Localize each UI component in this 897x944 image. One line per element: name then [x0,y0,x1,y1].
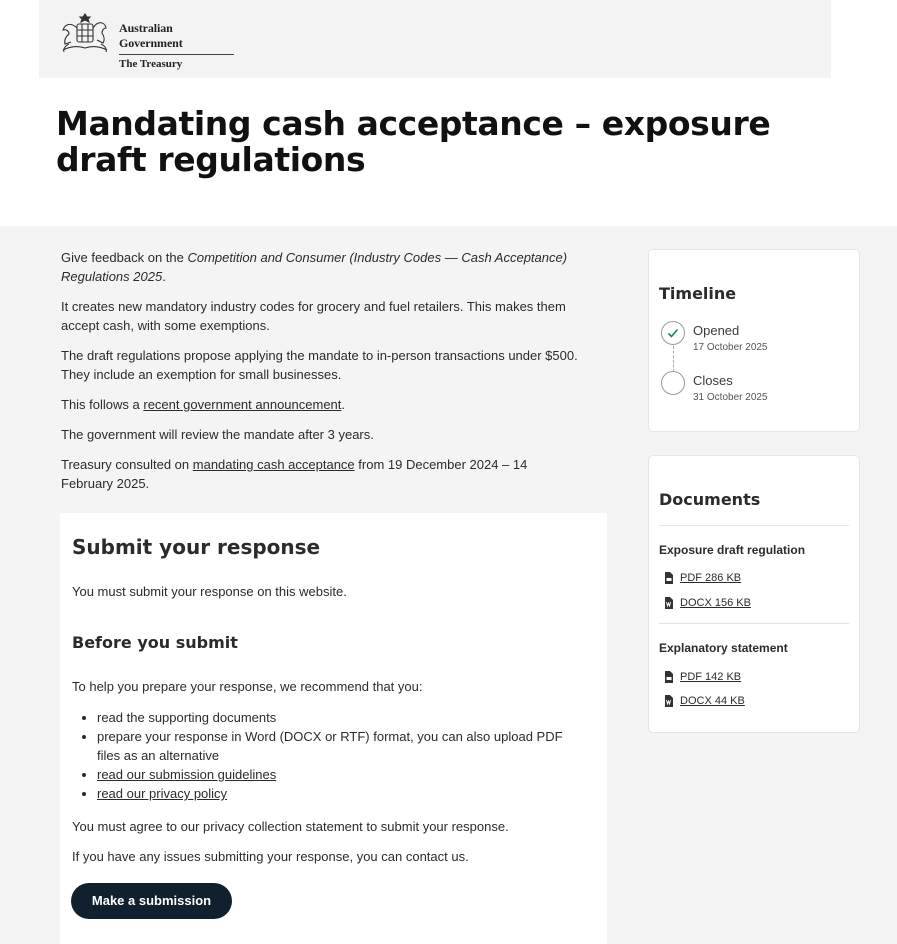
previous-consultation-link[interactable]: mandating cash acceptance [192,457,355,472]
government-wordmark[interactable] [119,21,234,70]
intro-paragraph-2: It creates new mandatory industry codes for grocery and fuel retailers. This makes them accept cash, with some exemptions. [61,299,566,333]
word-file-icon [664,597,674,609]
must-submit-text: You must submit your response on this website. [72,584,347,599]
before-submit-heading: Before you submit [72,633,238,652]
intro-paragraph-3: The draft regulations propose applying the mandate to in-person transactions under $500. They include an exemption for small businesses. [61,348,578,382]
divider [659,623,849,624]
exposure-draft-title: Exposure draft regulation [659,543,806,557]
submit-response-card [60,513,607,944]
pdf-file-icon [664,671,674,683]
intro-text: Give feedback on the [61,250,188,265]
opened-date: 17 October 2025 [693,342,768,353]
privacy-agree-text: You must agree to our privacy collection statement to submit your response. [72,819,509,834]
coat-of-arms-icon [55,10,115,56]
list-item [97,784,577,803]
documents-card [648,455,860,733]
docx-link-text[interactable]: DOCX 44 KB [680,695,745,707]
help-text: To help you prepare your response, we recommend that you: [72,679,423,694]
docx-link-text[interactable]: DOCX 156 KB [680,597,751,609]
divider [659,525,849,526]
gov-name: Australian Government [119,21,234,55]
check-circle-icon [661,321,685,345]
privacy-policy-link[interactable]: read our privacy policy [97,786,228,801]
timeline-connector [673,346,674,372]
recommendations-list [97,708,577,803]
list-item [97,765,577,784]
list-item: • prepare your response in Word (DOCX or RTF) format, you can also upload PDF files as an alternative [97,727,577,765]
closes-date: 31 October 2025 [693,392,768,403]
empty-circle-icon [661,371,685,395]
contact-text: If you have any issues submitting your response, you can contact us. [72,849,469,864]
intro-paragraph-1 [61,248,581,286]
intro-text: . [341,397,346,412]
pdf-link-text[interactable]: PDF 286 KB [680,572,742,584]
pdf-link-text[interactable]: PDF 142 KB [680,671,742,683]
closes-label: Closes [693,373,733,388]
intro-text: from 19 December 2024 – 14 February 2025. [61,457,528,491]
exposure-draft-docx-link[interactable] [664,597,751,609]
explanatory-docx-link[interactable] [664,695,745,707]
explanatory-statement-title: Explanatory statement [659,641,788,655]
intro-paragraph-6 [61,455,581,493]
page-title: Mandating cash acceptance – exposure draft regulations [56,104,771,179]
announcement-link[interactable]: recent government announcement [143,397,342,412]
intro-section [61,248,581,504]
check-icon [667,327,679,339]
exposure-draft-pdf-link[interactable] [664,572,741,584]
intro-text: Treasury consulted on [61,457,193,472]
documents-heading: Documents [659,490,761,509]
intro-paragraph-4 [61,395,581,414]
explanatory-pdf-link[interactable] [664,671,741,683]
regulation-name: Competition and Consumer (Industry Codes — Cash Acceptance) Regulations 2025 [61,250,568,284]
opened-label: Opened [693,323,740,338]
intro-text: . [162,269,166,284]
pdf-file-icon [664,572,674,584]
make-submission-button[interactable]: Make a submission [71,883,232,919]
submission-guidelines-link[interactable]: read our submission guidelines [97,767,277,782]
intro-paragraph-5: The government will review the mandate after 3 years. [61,427,374,442]
timeline-card [648,249,860,432]
word-file-icon [664,695,674,707]
timeline-heading: Timeline [659,284,737,303]
list-item: • read the supporting documents [97,708,577,727]
department-name: The Treasury [119,58,183,70]
government-header-bar [39,0,831,78]
intro-text: This follows a [61,397,144,412]
submit-heading: Submit your response [72,535,321,559]
